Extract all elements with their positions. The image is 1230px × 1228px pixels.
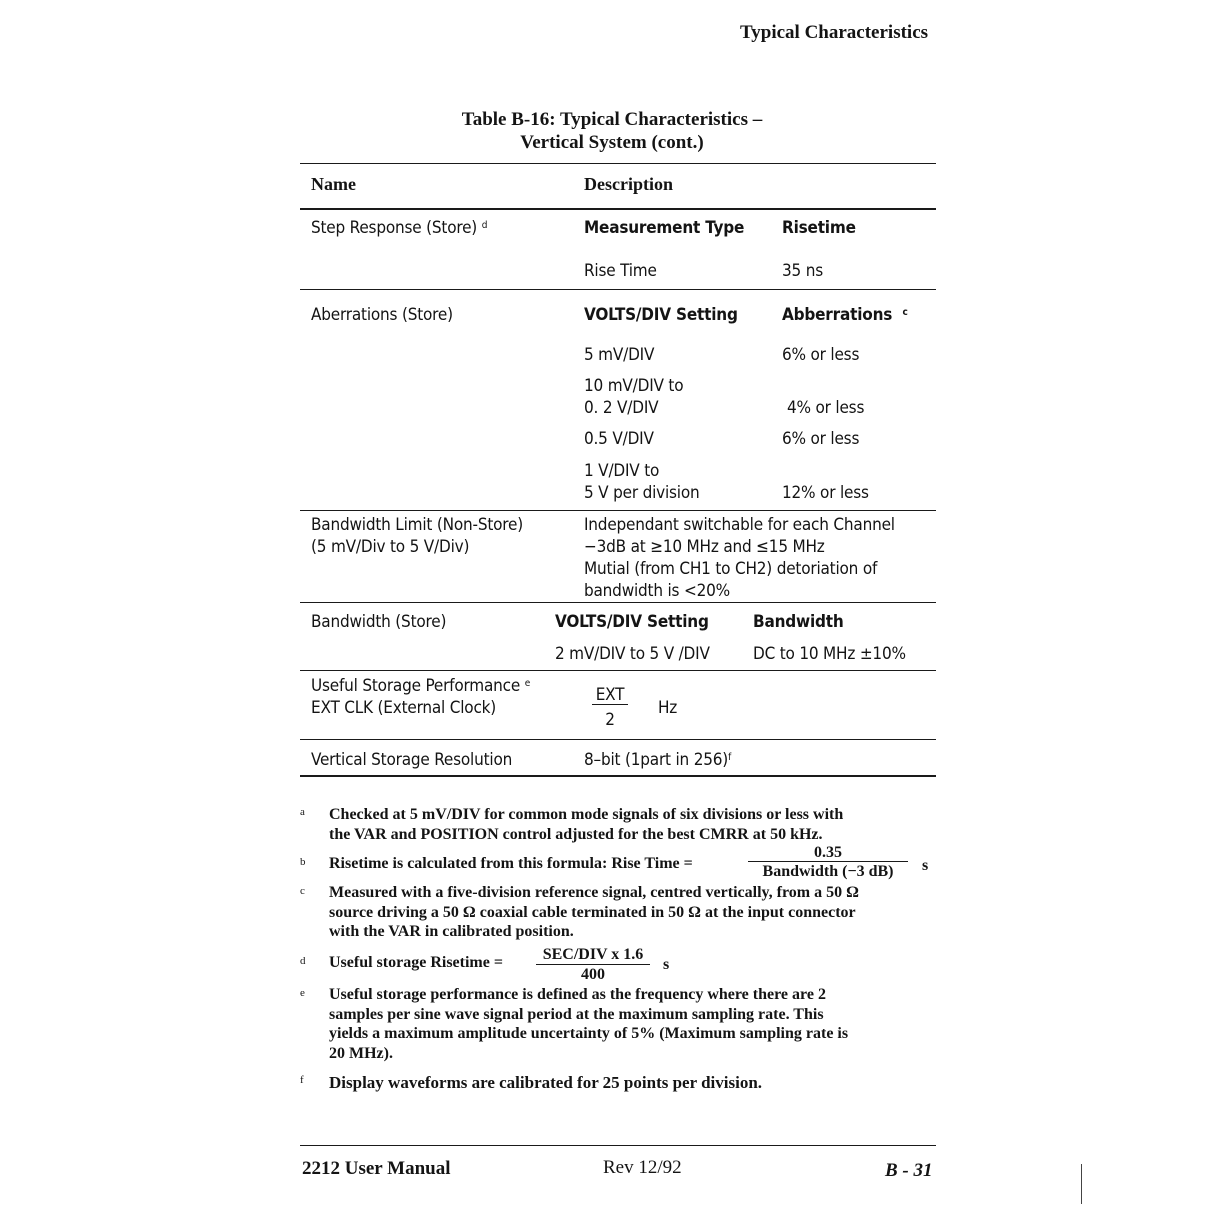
footnote-ref: e bbox=[524, 678, 531, 689]
footnote-line: yields a maximum amplitude uncertainty of 5% (Maximum sampling rate is bbox=[329, 1025, 849, 1042]
footnote-c bbox=[329, 883, 859, 942]
scan-edge-mark bbox=[1081, 1164, 1082, 1204]
footnote-line: samples per sine wave signal period at the maximum sampling rate. This bbox=[329, 1005, 824, 1023]
footnote-line: Measured with a five-division reference signal, centred vertically, from a 50 Ω bbox=[329, 884, 859, 901]
footnote-mark-b: b bbox=[300, 856, 306, 868]
footnote-d-denominator: 400 bbox=[581, 966, 605, 983]
cell-right: 35 ns bbox=[782, 261, 823, 281]
setting-cell: 0.5 V/DIV bbox=[584, 429, 654, 449]
footnote-d-numerator: SEC/DIV x 1.6 bbox=[536, 946, 650, 965]
name-text: Useful Storage Performance bbox=[311, 676, 521, 696]
cell-left: Rise Time bbox=[584, 261, 657, 281]
desc-line: Independant switchable for each Channel bbox=[584, 515, 895, 535]
row-name bbox=[311, 217, 487, 239]
sub-header-right: Bandwidth bbox=[753, 612, 844, 632]
row-name bbox=[311, 514, 523, 558]
cell-left: 2 mV/DIV to 5 V /DIV bbox=[555, 644, 710, 664]
footnote-e bbox=[329, 985, 848, 1063]
row-name: Vertical Storage Resolution bbox=[311, 750, 513, 770]
footer-page-number: B - 31 bbox=[885, 1160, 933, 1181]
table-bottom-rule bbox=[300, 775, 936, 777]
footer-rule bbox=[300, 1145, 936, 1146]
footnote-b-unit: s bbox=[922, 857, 929, 874]
sub-header-left: VOLTS/DIV Setting bbox=[584, 305, 738, 325]
row-name: Bandwidth (Store) bbox=[311, 612, 447, 632]
setting-cell: 5 V per division bbox=[584, 483, 700, 503]
name-line: Bandwidth Limit (Non-Store) bbox=[311, 515, 523, 535]
row-rule bbox=[300, 602, 936, 603]
footnote-d-unit: s bbox=[663, 956, 670, 973]
row-description bbox=[584, 749, 731, 771]
footnote-ref: c bbox=[902, 307, 908, 318]
table-caption-line2: Vertical System (cont.) bbox=[520, 132, 704, 153]
row-name: Aberrations (Store) bbox=[311, 305, 453, 325]
footer-manual-title: 2212 User Manual bbox=[302, 1158, 451, 1179]
footnote-line: Checked at 5 mV/DIV for common mode signals of six divisions or less with bbox=[329, 806, 844, 823]
value-cell: 6% or less bbox=[782, 429, 860, 449]
name-text: Step Response (Store) bbox=[311, 218, 478, 238]
column-header-description: Description bbox=[584, 174, 673, 194]
name-line: EXT CLK (External Clock) bbox=[311, 698, 497, 718]
value-cell: 4% or less bbox=[787, 398, 865, 418]
desc-line: −3dB at ≥10 MHz and ≤15 MHz bbox=[584, 537, 825, 557]
column-header-name: Name bbox=[311, 174, 356, 194]
footnote-mark-d: d bbox=[300, 955, 306, 967]
sub-header-right bbox=[782, 304, 908, 326]
footnote-ref: f bbox=[728, 752, 732, 763]
sub-header-left: VOLTS/DIV Setting bbox=[555, 612, 709, 632]
footnote-mark-f: f bbox=[300, 1074, 304, 1086]
footnote-ref: d bbox=[481, 220, 488, 231]
row-rule bbox=[300, 289, 936, 290]
table-top-rule bbox=[300, 163, 936, 164]
unit-label: Hz bbox=[658, 698, 678, 718]
setting-cell: 1 V/DIV to bbox=[584, 461, 660, 481]
desc-line: bandwidth is <20% bbox=[584, 581, 730, 601]
footnote-b-text: Risetime is calculated from this formula: Rise Time = bbox=[329, 855, 693, 872]
cell-right: DC to 10 MHz ±10% bbox=[753, 644, 906, 664]
row-rule bbox=[300, 739, 936, 740]
name-line bbox=[311, 675, 530, 697]
row-rule bbox=[300, 670, 936, 671]
value-cell: 12% or less bbox=[782, 483, 869, 503]
header-rule bbox=[300, 208, 936, 210]
table-caption-line1: Table B-16: Typical Characteristics – bbox=[461, 109, 763, 130]
desc-line: Mutial (from CH1 to CH2) detoriation of bbox=[584, 559, 878, 579]
footnote-line: 20 MHz). bbox=[329, 1044, 393, 1062]
footnote-line: source driving a 50 Ω coaxial cable terminated in 50 Ω at the input connector bbox=[329, 903, 856, 921]
footnote-mark-a: a bbox=[300, 806, 305, 818]
footer-revision: Rev 12/92 bbox=[603, 1157, 682, 1178]
footnote-mark-e: e bbox=[300, 987, 305, 999]
footnote-line: Useful storage performance is defined as the frequency where there are 2 bbox=[329, 986, 826, 1003]
sub-header-left: Measurement Type bbox=[584, 218, 745, 238]
footnote-line: the VAR and POSITION control adjusted for the best CMRR at 50 kHz. bbox=[329, 825, 823, 843]
footnote-a bbox=[329, 805, 843, 844]
footnote-b-numerator: 0.35 bbox=[748, 844, 908, 862]
footnote-d-text: Useful storage Risetime = bbox=[329, 954, 503, 971]
footnote-mark-c: c bbox=[300, 885, 305, 897]
footnote-f: Display waveforms are calibrated for 25 points per division. bbox=[329, 1073, 763, 1092]
sub-header-right-text: Abberrations bbox=[782, 305, 893, 325]
footnote-b-denominator: Bandwidth (−3 dB) bbox=[762, 863, 894, 880]
setting-cell: 10 mV/DIV to bbox=[584, 376, 684, 396]
sub-header-right: Risetime bbox=[782, 218, 856, 238]
value-cell: 6% or less bbox=[782, 345, 860, 365]
desc-text: 8–bit (1part in 256) bbox=[584, 750, 729, 770]
row-rule bbox=[300, 510, 936, 511]
row-description bbox=[584, 514, 895, 602]
fraction-denominator: 2 bbox=[605, 710, 615, 730]
setting-cell: 5 mV/DIV bbox=[584, 345, 655, 365]
footnote-line: with the VAR in calibrated position. bbox=[329, 923, 574, 940]
name-line: (5 mV/Div to 5 V/Div) bbox=[311, 537, 470, 557]
setting-cell: 0. 2 V/DIV bbox=[584, 398, 659, 418]
fraction-numerator: EXT bbox=[592, 686, 628, 705]
table-caption bbox=[300, 109, 936, 154]
section-title: Typical Characteristics bbox=[740, 22, 929, 43]
